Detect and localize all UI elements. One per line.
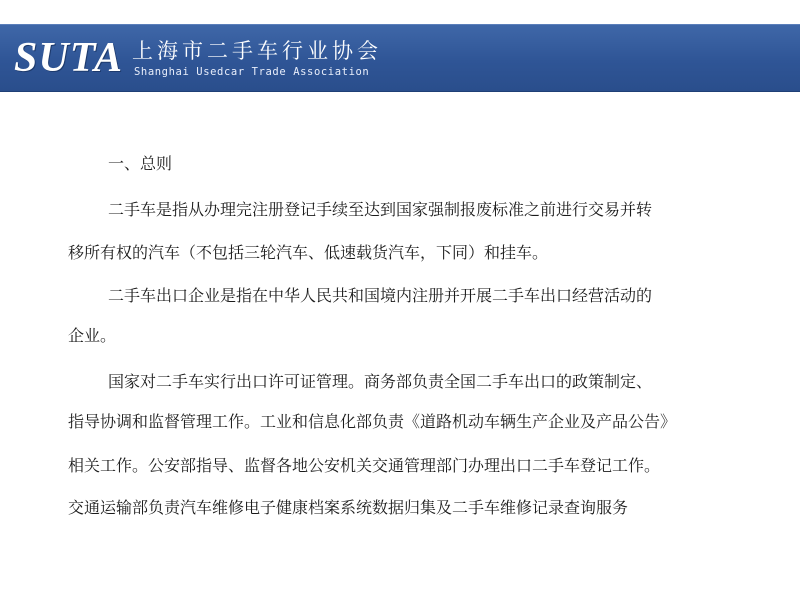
text-line: 二手车出口企业是指在中华人民共和国境内注册并开展二手车出口经营活动的 <box>108 286 653 305</box>
text-line: 相关工作。公安部指导、监督各地公安机关交通管理部门办理出口二手车登记工作。 <box>68 456 661 475</box>
suta-logo: SUTA <box>14 35 124 81</box>
text-line: 移所有权的汽车（不包括三轮汽车、低速载货汽车，下同）和挂车。 <box>68 243 549 262</box>
org-name-chinese: 上海市二手车行业协会 <box>132 39 382 63</box>
text-line: 指导协调和监督管理工作。工业和信息化部负责《道路机动车辆生产企业及产品公告》 <box>68 412 677 431</box>
header-banner <box>0 24 800 92</box>
text-line: 二手车是指从办理完注册登记手续至达到国家强制报废标准之前进行交易并转 <box>108 200 653 219</box>
section-heading: 一、总则 <box>108 154 173 173</box>
text-line: 交通运输部负责汽车维修电子健康档案系统数据归集及二手车维修记录查询服务 <box>68 498 629 517</box>
text-line: 企业。 <box>68 326 117 345</box>
text-line: 国家对二手车实行出口许可证管理。商务部负责全国二手车出口的政策制定、 <box>108 372 653 391</box>
org-name-english: Shanghai Usedcar Trade Association <box>134 66 370 78</box>
